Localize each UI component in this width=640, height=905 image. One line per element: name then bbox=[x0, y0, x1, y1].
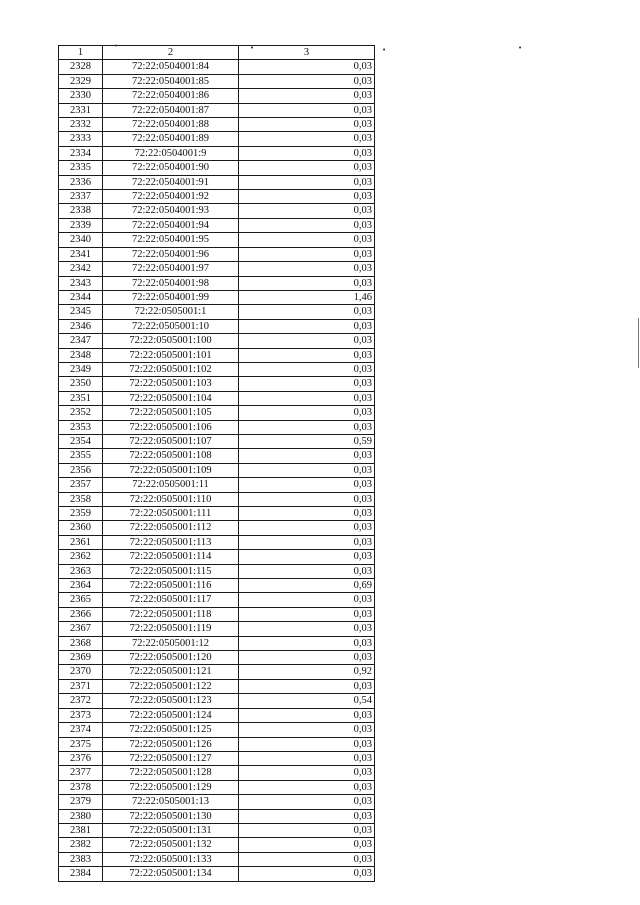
table-row bbox=[59, 766, 375, 780]
table-row bbox=[59, 247, 375, 261]
value-cell: 0,03 bbox=[239, 362, 375, 376]
cadastral-number-cell: 72:22:0505001:1 bbox=[103, 305, 239, 319]
row-number-cell: 2349 bbox=[59, 362, 103, 376]
value-cell: 0,03 bbox=[239, 463, 375, 477]
table-row bbox=[59, 535, 375, 549]
table-row bbox=[59, 723, 375, 737]
cadastral-number-cell: 72:22:0505001:128 bbox=[103, 766, 239, 780]
row-number-cell: 2339 bbox=[59, 218, 103, 232]
cadastral-number-cell: 72:22:0504001:96 bbox=[103, 247, 239, 261]
table-row bbox=[59, 838, 375, 852]
table-row bbox=[59, 362, 375, 376]
table-row bbox=[59, 780, 375, 794]
cadastral-number-cell: 72:22:0505001:107 bbox=[103, 434, 239, 448]
value-cell: 0,03 bbox=[239, 132, 375, 146]
row-number-cell: 2338 bbox=[59, 204, 103, 218]
value-cell: 0,03 bbox=[239, 737, 375, 751]
table-row bbox=[59, 118, 375, 132]
table-row bbox=[59, 708, 375, 722]
scan-speck: • bbox=[518, 44, 523, 52]
cadastral-number-cell: 72:22:0505001:123 bbox=[103, 694, 239, 708]
table-row bbox=[59, 74, 375, 88]
cadastral-number-cell: 72:22:0504001:97 bbox=[103, 262, 239, 276]
row-number-cell: 2354 bbox=[59, 434, 103, 448]
value-cell: 0,03 bbox=[239, 305, 375, 319]
value-cell: 0,03 bbox=[239, 622, 375, 636]
table-row bbox=[59, 204, 375, 218]
row-number-cell: 2342 bbox=[59, 262, 103, 276]
row-number-cell: 2351 bbox=[59, 391, 103, 405]
cadastral-number-cell: 72:22:0505001:13 bbox=[103, 795, 239, 809]
cadastral-number-cell: 72:22:0505001:134 bbox=[103, 867, 239, 881]
table-row bbox=[59, 651, 375, 665]
cadastral-number-cell: 72:22:0505001:102 bbox=[103, 362, 239, 376]
value-cell: 0,03 bbox=[239, 276, 375, 290]
table-row bbox=[59, 161, 375, 175]
value-cell: 0,03 bbox=[239, 809, 375, 823]
row-number-cell: 2346 bbox=[59, 319, 103, 333]
value-cell: 0,03 bbox=[239, 780, 375, 794]
row-number-cell: 2355 bbox=[59, 449, 103, 463]
value-cell: 0,03 bbox=[239, 766, 375, 780]
row-number-cell: 2365 bbox=[59, 593, 103, 607]
column-header-1: 1 bbox=[59, 46, 103, 60]
table-row bbox=[59, 290, 375, 304]
cadastral-number-cell: 72:22:0505001:119 bbox=[103, 622, 239, 636]
cadastral-number-cell: 72:22:0505001:111 bbox=[103, 507, 239, 521]
cadastral-number-cell: 72:22:0505001:104 bbox=[103, 391, 239, 405]
row-number-cell: 2343 bbox=[59, 276, 103, 290]
value-cell: 0,03 bbox=[239, 492, 375, 506]
table-row bbox=[59, 507, 375, 521]
value-cell: 0,03 bbox=[239, 723, 375, 737]
table-row bbox=[59, 233, 375, 247]
cadastral-number-cell: 72:22:0505001:122 bbox=[103, 679, 239, 693]
value-cell: 0,03 bbox=[239, 334, 375, 348]
row-number-cell: 2382 bbox=[59, 838, 103, 852]
row-number-cell: 2378 bbox=[59, 780, 103, 794]
row-number-cell: 2357 bbox=[59, 478, 103, 492]
scan-edge-line bbox=[638, 318, 639, 368]
table-row bbox=[59, 665, 375, 679]
cadastral-number-cell: 72:22:0505001:125 bbox=[103, 723, 239, 737]
table-row bbox=[59, 852, 375, 866]
value-cell: 0,03 bbox=[239, 60, 375, 74]
cadastral-number-cell: 72:22:0504001:86 bbox=[103, 89, 239, 103]
table-row bbox=[59, 521, 375, 535]
row-number-cell: 2368 bbox=[59, 636, 103, 650]
table-body bbox=[59, 60, 375, 881]
table-row bbox=[59, 593, 375, 607]
row-number-cell: 2375 bbox=[59, 737, 103, 751]
row-number-cell: 2372 bbox=[59, 694, 103, 708]
row-number-cell: 2370 bbox=[59, 665, 103, 679]
table-row bbox=[59, 550, 375, 564]
value-cell: 0,03 bbox=[239, 751, 375, 765]
row-number-cell: 2374 bbox=[59, 723, 103, 737]
table-row bbox=[59, 319, 375, 333]
cadastral-number-cell: 72:22:0505001:106 bbox=[103, 420, 239, 434]
row-number-cell: 2332 bbox=[59, 118, 103, 132]
cadastral-number-cell: 72:22:0505001:126 bbox=[103, 737, 239, 751]
row-number-cell: 2337 bbox=[59, 190, 103, 204]
cadastral-number-cell: 72:22:0504001:92 bbox=[103, 190, 239, 204]
table-row bbox=[59, 694, 375, 708]
value-cell: 0,03 bbox=[239, 247, 375, 261]
table-row bbox=[59, 823, 375, 837]
cadastral-number-cell: 72:22:0505001:103 bbox=[103, 377, 239, 391]
value-cell: 0,03 bbox=[239, 795, 375, 809]
cadastral-number-cell: 72:22:0504001:88 bbox=[103, 118, 239, 132]
table-row bbox=[59, 89, 375, 103]
cadastral-number-cell: 72:22:0504001:84 bbox=[103, 60, 239, 74]
value-cell: 0,03 bbox=[239, 420, 375, 434]
row-number-cell: 2344 bbox=[59, 290, 103, 304]
value-cell: 0,03 bbox=[239, 146, 375, 160]
value-cell: 0,03 bbox=[239, 74, 375, 88]
value-cell: 0,03 bbox=[239, 679, 375, 693]
table-row bbox=[59, 377, 375, 391]
table-row bbox=[59, 218, 375, 232]
row-number-cell: 2335 bbox=[59, 161, 103, 175]
row-number-cell: 2350 bbox=[59, 377, 103, 391]
cadastral-number-cell: 72:22:0504001:85 bbox=[103, 74, 239, 88]
cadastral-number-cell: 72:22:0505001:121 bbox=[103, 665, 239, 679]
row-number-cell: 2329 bbox=[59, 74, 103, 88]
scan-speck: • bbox=[114, 42, 119, 50]
value-cell: 0,03 bbox=[239, 823, 375, 837]
table-row bbox=[59, 809, 375, 823]
value-cell: 0,03 bbox=[239, 190, 375, 204]
table-row bbox=[59, 679, 375, 693]
value-cell: 0,03 bbox=[239, 564, 375, 578]
cadastral-number-cell: 72:22:0504001:98 bbox=[103, 276, 239, 290]
row-number-cell: 2379 bbox=[59, 795, 103, 809]
table-row bbox=[59, 406, 375, 420]
row-number-cell: 2384 bbox=[59, 867, 103, 881]
cadastral-number-cell: 72:22:0505001:118 bbox=[103, 607, 239, 621]
scan-speck: • bbox=[382, 46, 387, 54]
cadastral-number-cell: 72:22:0505001:132 bbox=[103, 838, 239, 852]
column-header-3: 3 bbox=[239, 46, 375, 60]
row-number-cell: 2356 bbox=[59, 463, 103, 477]
value-cell: 0,59 bbox=[239, 434, 375, 448]
table-row bbox=[59, 636, 375, 650]
cadastral-number-cell: 72:22:0505001:133 bbox=[103, 852, 239, 866]
row-number-cell: 2381 bbox=[59, 823, 103, 837]
table-row bbox=[59, 478, 375, 492]
value-cell: 0,03 bbox=[239, 175, 375, 189]
cadastral-number-cell: 72:22:0505001:120 bbox=[103, 651, 239, 665]
cadastral-number-cell: 72:22:0504001:89 bbox=[103, 132, 239, 146]
value-cell: 0,03 bbox=[239, 377, 375, 391]
value-cell: 0,03 bbox=[239, 319, 375, 333]
table-row bbox=[59, 449, 375, 463]
table-row bbox=[59, 348, 375, 362]
cadastral-number-cell: 72:22:0504001:99 bbox=[103, 290, 239, 304]
value-cell: 0,03 bbox=[239, 636, 375, 650]
row-number-cell: 2352 bbox=[59, 406, 103, 420]
table-row bbox=[59, 867, 375, 881]
table-row bbox=[59, 190, 375, 204]
cadastral-table bbox=[58, 45, 375, 882]
cadastral-number-cell: 72:22:0505001:110 bbox=[103, 492, 239, 506]
table-row bbox=[59, 607, 375, 621]
value-cell: 0,03 bbox=[239, 262, 375, 276]
cadastral-number-cell: 72:22:0505001:105 bbox=[103, 406, 239, 420]
cadastral-number-cell: 72:22:0505001:108 bbox=[103, 449, 239, 463]
table-row bbox=[59, 751, 375, 765]
value-cell: 0,69 bbox=[239, 579, 375, 593]
value-cell: 0,03 bbox=[239, 838, 375, 852]
value-cell: 0,03 bbox=[239, 348, 375, 362]
value-cell: 0,03 bbox=[239, 867, 375, 881]
value-cell: 0,03 bbox=[239, 89, 375, 103]
cadastral-number-cell: 72:22:0505001:124 bbox=[103, 708, 239, 722]
table-row bbox=[59, 334, 375, 348]
row-number-cell: 2371 bbox=[59, 679, 103, 693]
value-cell: 0,03 bbox=[239, 535, 375, 549]
row-number-cell: 2330 bbox=[59, 89, 103, 103]
cadastral-number-cell: 72:22:0505001:129 bbox=[103, 780, 239, 794]
table-row bbox=[59, 132, 375, 146]
row-number-cell: 2366 bbox=[59, 607, 103, 621]
table-row bbox=[59, 146, 375, 160]
value-cell: 1,46 bbox=[239, 290, 375, 304]
row-number-cell: 2377 bbox=[59, 766, 103, 780]
cadastral-number-cell: 72:22:0504001:94 bbox=[103, 218, 239, 232]
row-number-cell: 2331 bbox=[59, 103, 103, 117]
row-number-cell: 2380 bbox=[59, 809, 103, 823]
cadastral-number-cell: 72:22:0505001:116 bbox=[103, 579, 239, 593]
table-row bbox=[59, 564, 375, 578]
value-cell: 0,54 bbox=[239, 694, 375, 708]
value-cell: 0,03 bbox=[239, 406, 375, 420]
cadastral-number-cell: 72:22:0504001:91 bbox=[103, 175, 239, 189]
table-row bbox=[59, 795, 375, 809]
row-number-cell: 2363 bbox=[59, 564, 103, 578]
table-row bbox=[59, 737, 375, 751]
cadastral-number-cell: 72:22:0504001:87 bbox=[103, 103, 239, 117]
value-cell: 0,03 bbox=[239, 507, 375, 521]
table-row bbox=[59, 60, 375, 74]
value-cell: 0,03 bbox=[239, 391, 375, 405]
row-number-cell: 2376 bbox=[59, 751, 103, 765]
row-number-cell: 2348 bbox=[59, 348, 103, 362]
value-cell: 0,03 bbox=[239, 651, 375, 665]
cadastral-number-cell: 72:22:0505001:10 bbox=[103, 319, 239, 333]
value-cell: 0,03 bbox=[239, 550, 375, 564]
value-cell: 0,03 bbox=[239, 521, 375, 535]
table-row bbox=[59, 622, 375, 636]
cadastral-number-cell: 72:22:0505001:109 bbox=[103, 463, 239, 477]
table-row bbox=[59, 103, 375, 117]
table-header-row bbox=[59, 46, 375, 60]
value-cell: 0,03 bbox=[239, 593, 375, 607]
row-number-cell: 2340 bbox=[59, 233, 103, 247]
cadastral-number-cell: 72:22:0505001:115 bbox=[103, 564, 239, 578]
value-cell: 0,03 bbox=[239, 607, 375, 621]
row-number-cell: 2336 bbox=[59, 175, 103, 189]
cadastral-number-cell: 72:22:0505001:112 bbox=[103, 521, 239, 535]
table-row bbox=[59, 492, 375, 506]
value-cell: 0,03 bbox=[239, 708, 375, 722]
table-row bbox=[59, 391, 375, 405]
table-row bbox=[59, 420, 375, 434]
value-cell: 0,03 bbox=[239, 218, 375, 232]
row-number-cell: 2359 bbox=[59, 507, 103, 521]
value-cell: 0,03 bbox=[239, 204, 375, 218]
cadastral-number-cell: 72:22:0505001:131 bbox=[103, 823, 239, 837]
row-number-cell: 2328 bbox=[59, 60, 103, 74]
value-cell: 0,03 bbox=[239, 449, 375, 463]
row-number-cell: 2358 bbox=[59, 492, 103, 506]
table-row bbox=[59, 434, 375, 448]
row-number-cell: 2353 bbox=[59, 420, 103, 434]
cadastral-number-cell: 72:22:0505001:127 bbox=[103, 751, 239, 765]
cadastral-number-cell: 72:22:0505001:113 bbox=[103, 535, 239, 549]
row-number-cell: 2341 bbox=[59, 247, 103, 261]
value-cell: 0,92 bbox=[239, 665, 375, 679]
table-row bbox=[59, 262, 375, 276]
row-number-cell: 2367 bbox=[59, 622, 103, 636]
row-number-cell: 2373 bbox=[59, 708, 103, 722]
value-cell: 0,03 bbox=[239, 118, 375, 132]
cadastral-number-cell: 72:22:0505001:100 bbox=[103, 334, 239, 348]
row-number-cell: 2361 bbox=[59, 535, 103, 549]
cadastral-number-cell: 72:22:0505001:114 bbox=[103, 550, 239, 564]
row-number-cell: 2360 bbox=[59, 521, 103, 535]
column-header-2: 2 bbox=[103, 46, 239, 60]
cadastral-number-cell: 72:22:0505001:101 bbox=[103, 348, 239, 362]
cadastral-number-cell: 72:22:0504001:93 bbox=[103, 204, 239, 218]
scan-speck: • bbox=[250, 44, 255, 52]
table-row bbox=[59, 579, 375, 593]
row-number-cell: 2333 bbox=[59, 132, 103, 146]
value-cell: 0,03 bbox=[239, 852, 375, 866]
value-cell: 0,03 bbox=[239, 233, 375, 247]
table-row bbox=[59, 463, 375, 477]
value-cell: 0,03 bbox=[239, 103, 375, 117]
cadastral-number-cell: 72:22:0504001:9 bbox=[103, 146, 239, 160]
value-cell: 0,03 bbox=[239, 478, 375, 492]
row-number-cell: 2362 bbox=[59, 550, 103, 564]
table-row bbox=[59, 175, 375, 189]
cadastral-number-cell: 72:22:0505001:117 bbox=[103, 593, 239, 607]
cadastral-number-cell: 72:22:0505001:130 bbox=[103, 809, 239, 823]
row-number-cell: 2345 bbox=[59, 305, 103, 319]
table-row bbox=[59, 276, 375, 290]
cadastral-number-cell: 72:22:0504001:95 bbox=[103, 233, 239, 247]
value-cell: 0,03 bbox=[239, 161, 375, 175]
row-number-cell: 2347 bbox=[59, 334, 103, 348]
row-number-cell: 2364 bbox=[59, 579, 103, 593]
cadastral-number-cell: 72:22:0504001:90 bbox=[103, 161, 239, 175]
row-number-cell: 2369 bbox=[59, 651, 103, 665]
cadastral-number-cell: 72:22:0505001:12 bbox=[103, 636, 239, 650]
cadastral-number-cell: 72:22:0505001:11 bbox=[103, 478, 239, 492]
table-row bbox=[59, 305, 375, 319]
row-number-cell: 2334 bbox=[59, 146, 103, 160]
row-number-cell: 2383 bbox=[59, 852, 103, 866]
